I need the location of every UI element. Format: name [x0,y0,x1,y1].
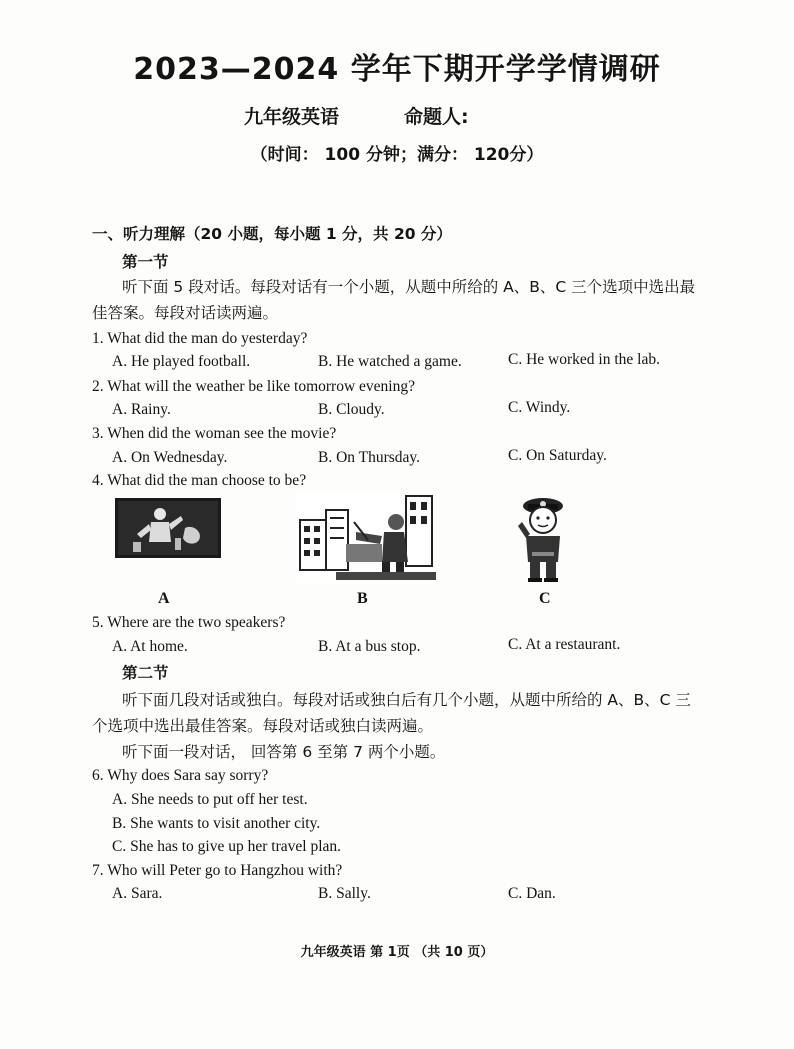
police-officer-picture [514,496,572,584]
option-b: B. She wants to visit another city. [112,815,321,832]
option-a: A. Sara. [112,885,163,902]
question-stem: 7. Who will Peter go to Hangzhou with? [92,862,343,879]
picture-label-c: C [539,590,551,607]
author-label: 命题人: [404,106,469,128]
part2-sub-instruction: 听下面一段对话， 回答第 6 至第 7 两个小题。 [122,743,446,761]
option-c: C. He worked in the lab. [508,351,660,368]
page-footer: 九年级英语 第 1页 （共 10 页） [300,945,494,960]
part2-instruction-line2: 个选项中选出最佳答案。每段对话或独白读两遍。 [92,717,434,735]
question-stem: 2. What will the weather be like tomorrow evening? [92,378,415,395]
option-a: A. On Wednesday. [112,449,228,466]
question-stem: 4. What did the man choose to be? [92,472,307,489]
option-b: B. Cloudy. [318,401,385,418]
question-stem: 6. Why does Sara say sorry? [92,767,269,784]
option-b: B. On Thursday. [318,449,421,466]
performer-picture [115,498,221,558]
option-c: C. She has to give up her travel plan. [112,838,342,855]
question-stem: 1. What did the man do yesterday? [92,330,308,347]
section-heading: 一、听力理解（20 小题，每小题 1 分，共 20 分） [92,225,452,243]
page-title: 2023—2024 学年下期开学学情调研 [133,52,661,87]
option-c: C. At a restaurant. [508,636,621,653]
question-stem: 3. When did the woman see the movie? [92,425,337,442]
part2-instruction-line1: 听下面几段对话或独白。每段对话或独白后有几个小题，从题中所给的 A、B、C 三 [122,691,691,709]
part1-instruction-line1: 听下面 5 段对话。每段对话有一个小题，从题中所给的 A、B、C 三个选项中选出最 [122,278,696,296]
option-c: C. Windy. [508,399,571,416]
option-a: A. Rainy. [112,401,171,418]
time-info: （时间： 100 分钟；满分： 120分） [250,145,544,165]
part1-label: 第一节 [122,253,169,271]
option-a: A. At home. [112,638,188,655]
subject-label: 九年级英语 [244,106,340,128]
option-a: A. She needs to put off her test. [112,791,308,808]
construction-worker-picture [296,492,436,584]
option-b: B. At a bus stop. [318,638,421,655]
part1-instruction-line2: 佳答案。每段对话读两遍。 [92,304,279,322]
option-b: B. He watched a game. [318,353,462,370]
option-b: B. Sally. [318,885,371,902]
option-c: C. Dan. [508,885,556,902]
part2-label: 第二节 [122,664,169,682]
question-stem: 5. Where are the two speakers? [92,614,286,631]
picture-label-b: B [357,590,368,607]
picture-label-a: A [158,590,170,607]
option-c: C. On Saturday. [508,447,607,464]
option-a: A. He played football. [112,353,251,370]
